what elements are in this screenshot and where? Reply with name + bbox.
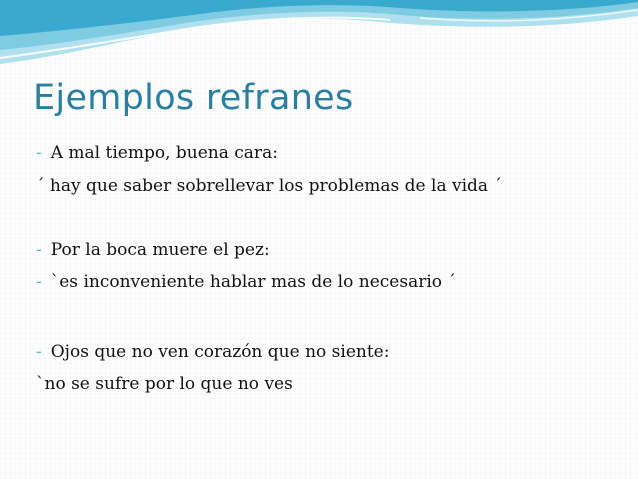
slide-title: Ejemplos refranes <box>33 78 354 118</box>
bullet-dash: - <box>36 272 42 292</box>
list-item-text: ´ hay que saber sobrellevar los problemas de la vida ´ <box>36 176 502 196</box>
list-item-text: A mal tiempo, buena cara: <box>50 143 278 163</box>
bullet-dash: - <box>36 240 42 260</box>
list-item-text: Ojos que no ven corazón que no siente: <box>50 342 390 362</box>
list-item <box>36 374 293 394</box>
list-item <box>36 342 389 362</box>
header-wave-decoration <box>0 0 638 72</box>
list-item <box>36 240 270 260</box>
list-item-text: `es inconveniente hablar mas de lo necesario ´ <box>50 272 456 292</box>
list-item-text: `no se sufre por lo que no ves <box>36 374 293 394</box>
list-item-text: Por la boca muere el pez: <box>50 240 270 260</box>
list-item <box>36 143 278 163</box>
bullet-dash: - <box>36 342 42 362</box>
bullet-dash: - <box>36 143 42 163</box>
list-item <box>36 176 502 196</box>
list-item <box>36 272 456 292</box>
